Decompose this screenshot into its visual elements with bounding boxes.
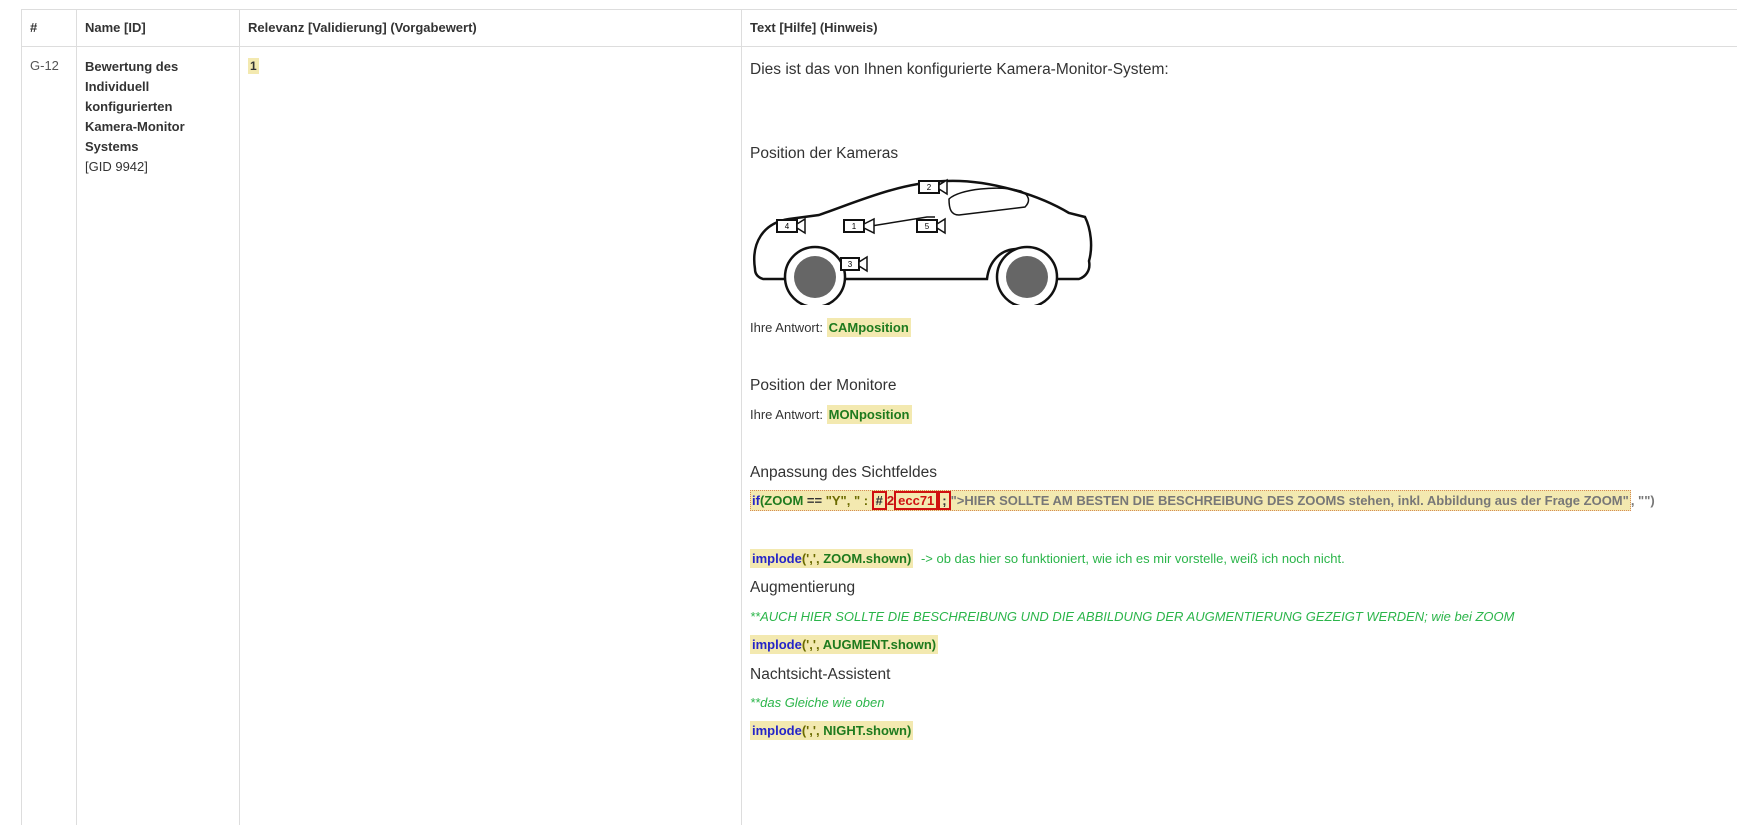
- expr-text: ">HIER SOLLTE AM BESTEN DIE BESCHREIBUNG DES ZOOMS stehen, inkl. Abbildung aus der Frage ZOOM": [950, 493, 1629, 508]
- implode-fn: implode: [752, 551, 802, 566]
- error-code: ecc71: [894, 491, 938, 510]
- expr-val: "Y": [825, 493, 847, 508]
- expr-tail: , ""): [1630, 493, 1655, 508]
- row-text-cell: [742, 47, 1737, 825]
- camera-label-2: 2: [926, 183, 932, 192]
- implode-night: [750, 721, 913, 740]
- camera-icon: [919, 180, 947, 194]
- implode-fn: implode: [752, 723, 802, 738]
- night-heading: Nachtsicht-Assistent: [750, 666, 891, 683]
- answer-label: Ihre Antwort:: [750, 320, 823, 335]
- monitor-heading: Position der Monitore: [750, 377, 897, 394]
- mon-answer-placeholder: MONposition: [828, 407, 910, 422]
- error-hash: #: [872, 491, 887, 510]
- error-semicolon: ;: [938, 491, 950, 510]
- implode-fn: implode: [752, 637, 802, 652]
- expr-sep: , " :: [846, 493, 872, 508]
- col-header-name: Name [ID]: [85, 20, 146, 35]
- implode-args: (',',: [801, 637, 823, 652]
- col-header-relevance: Relevanz [Validierung] (Vorgabewert): [248, 20, 477, 35]
- implode-args: (',',: [801, 723, 824, 738]
- night-note: **das Gleiche wie oben: [750, 695, 885, 710]
- col-header-text: Text [Hilfe] (Hinweis): [750, 20, 878, 35]
- mon-answer-line: [750, 407, 912, 422]
- camera-label-1: 1: [851, 222, 857, 231]
- augment-heading: Augmentierung: [750, 579, 856, 596]
- col-header-number: #: [30, 20, 38, 35]
- cam-answer-line: [750, 320, 911, 335]
- implode-close: ): [906, 723, 912, 738]
- zoom-expression: [750, 493, 1655, 508]
- implode-var: NIGHT.shown: [823, 723, 907, 738]
- zoom-heading: Anpassung des Sichtfeldes: [750, 464, 937, 481]
- expr-var: ZOOM: [764, 493, 804, 508]
- camera-label-5: 5: [924, 222, 930, 231]
- expression-box: [750, 490, 1631, 511]
- row-relevance-cell: [240, 47, 742, 825]
- cam-answer-placeholder: CAMposition: [828, 320, 909, 335]
- zoom-implode-line: [750, 551, 1345, 566]
- table-header: [22, 10, 1737, 47]
- row-name-cell: [77, 47, 240, 825]
- car-camera-diagram: [749, 173, 1097, 305]
- implode-var: ZOOM.shown: [823, 551, 907, 566]
- row-id: G-12: [30, 58, 59, 73]
- relevance-value: 1: [250, 59, 257, 73]
- implode-close: ): [931, 637, 937, 652]
- front-hub: [794, 256, 836, 298]
- implode-augment: [750, 635, 938, 654]
- expr-two: 2: [886, 493, 895, 508]
- augment-note: **AUCH HIER SOLLTE DIE BESCHREIBUNG UND DIE ABBILDUNG DER AUGMENTIERUNG GEZEIGT WERDEN; wie bei ZOOM: [750, 609, 1515, 624]
- question-name: Bewertung des Individuell konfigurierten Kamera-Monitor Systems: [85, 59, 185, 154]
- row-id-cell: [22, 47, 77, 825]
- implode-args: (',',: [801, 551, 824, 566]
- zoom-note: -> ob das hier so funktioniert, wie ich es mir vorstelle, weiß ich noch nicht.: [920, 551, 1345, 566]
- question-table: [21, 9, 1737, 825]
- camera-heading: Position der Kameras: [750, 145, 899, 162]
- question-gid: [GID 9942]: [85, 159, 148, 174]
- implode-close: ): [906, 551, 912, 566]
- expr-op: ==: [803, 493, 826, 508]
- camera-label-4: 4: [784, 222, 790, 231]
- camera-label-3: 3: [847, 260, 853, 269]
- implode-var: AUGMENT.shown: [822, 637, 932, 652]
- intro-text: Dies ist das von Ihnen konfigurierte Kamera-Monitor-System:: [750, 61, 1169, 78]
- camera-icon: [844, 219, 874, 233]
- implode-zoom: [750, 549, 913, 568]
- rear-hub: [1006, 256, 1048, 298]
- camera-icon: [777, 219, 805, 233]
- augment-implode-line: [750, 637, 938, 652]
- answer-label: Ihre Antwort:: [750, 407, 823, 422]
- expr-fn: if: [752, 493, 760, 508]
- expr-open: (: [759, 493, 765, 508]
- camera-icon: [841, 257, 867, 271]
- camera-icon: [917, 219, 945, 233]
- night-implode-line: [750, 723, 913, 738]
